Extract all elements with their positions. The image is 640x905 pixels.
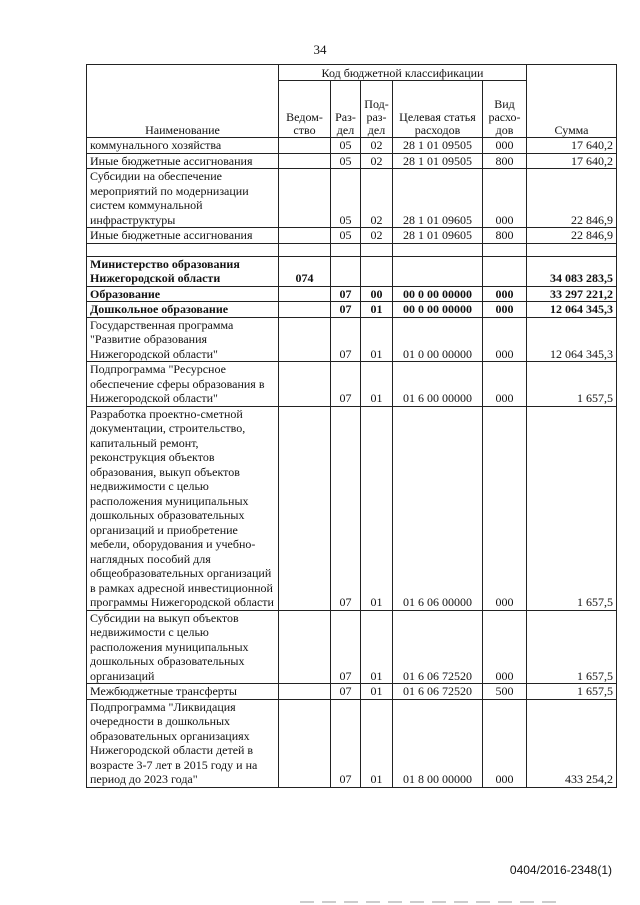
header-name: Наименование	[87, 65, 279, 138]
cell-subsection: 01	[361, 302, 393, 318]
table-row	[87, 138, 617, 154]
cell-sum: 17 640,2	[527, 138, 617, 154]
cell-target-article: 01 6 06 72520	[393, 684, 483, 700]
cell-expense-kind	[483, 243, 527, 256]
cell-subsection: 02	[361, 169, 393, 228]
cell-name: Дошкольное образование	[87, 302, 279, 318]
cell-target-article: 01 8 00 00000	[393, 699, 483, 787]
cell-sum: 1 657,5	[527, 362, 617, 407]
table-row	[87, 684, 617, 700]
cell-department	[279, 169, 331, 228]
table-row	[87, 610, 617, 684]
cell-subsection	[361, 243, 393, 256]
cell-expense-kind: 000	[483, 406, 527, 610]
cell-section: 05	[331, 138, 361, 154]
cell-sum: 1 657,5	[527, 684, 617, 700]
cell-target-article: 28 1 01 09605	[393, 228, 483, 244]
cell-expense-kind: 000	[483, 138, 527, 154]
cell-department: 074	[279, 256, 331, 286]
cell-subsection: 02	[361, 153, 393, 169]
cell-target-article: 28 1 01 09505	[393, 153, 483, 169]
cell-target-article: 01 0 00 00000	[393, 317, 483, 362]
cell-name: Образование	[87, 286, 279, 302]
cell-section: 07	[331, 317, 361, 362]
cell-section: 05	[331, 169, 361, 228]
cell-target-article: 28 1 01 09605	[393, 169, 483, 228]
cell-sum: 12 064 345,3	[527, 317, 617, 362]
cell-department	[279, 138, 331, 154]
table-header	[87, 65, 617, 138]
cell-sum	[527, 243, 617, 256]
cell-target-article: 01 6 06 72520	[393, 610, 483, 684]
cell-target-article	[393, 243, 483, 256]
header-department: Ведом-ство	[279, 81, 331, 138]
cell-expense-kind: 800	[483, 228, 527, 244]
cell-expense-kind: 800	[483, 153, 527, 169]
cell-subsection: 01	[361, 362, 393, 407]
table-row	[87, 317, 617, 362]
cell-sum: 1 657,5	[527, 610, 617, 684]
table-row	[87, 153, 617, 169]
header-sum: Сумма	[527, 65, 617, 138]
cell-target-article: 01 6 00 00000	[393, 362, 483, 407]
cell-target-article: 00 0 00 00000	[393, 286, 483, 302]
cell-target-article: 00 0 00 00000	[393, 302, 483, 318]
cell-section: 07	[331, 684, 361, 700]
cell-expense-kind: 000	[483, 699, 527, 787]
cell-expense-kind: 000	[483, 302, 527, 318]
cell-expense-kind: 000	[483, 362, 527, 407]
cell-section: 07	[331, 610, 361, 684]
cell-department	[279, 243, 331, 256]
table-row	[87, 256, 617, 286]
cell-department	[279, 699, 331, 787]
cell-department	[279, 153, 331, 169]
cell-department	[279, 228, 331, 244]
cell-section	[331, 243, 361, 256]
cell-subsection: 02	[361, 138, 393, 154]
cell-name: Разработка проектно-сметной документации, строительство, капитальный ремонт, реконструкция объектов образования, выкуп объектов недвижимости с целью расположения муниципальных дошкольных образовательных организаций и приобретение мебели, оборудования и учебно-наглядных пособий для общеобразовательных организаций в рамках адресной инвестиционной программы Нижегородской области	[87, 406, 279, 610]
cell-section: 07	[331, 302, 361, 318]
cell-subsection: 00	[361, 286, 393, 302]
cell-sum: 34 083 283,5	[527, 256, 617, 286]
table-row	[87, 699, 617, 787]
cell-expense-kind	[483, 256, 527, 286]
cell-subsection: 02	[361, 228, 393, 244]
cell-subsection: 01	[361, 699, 393, 787]
cell-section: 07	[331, 362, 361, 407]
cell-subsection	[361, 256, 393, 286]
cell-name: коммунального хозяйства	[87, 138, 279, 154]
table-row	[87, 169, 617, 228]
cell-expense-kind: 000	[483, 169, 527, 228]
cell-name: Иные бюджетные ассигнования	[87, 228, 279, 244]
cell-sum: 12 064 345,3	[527, 302, 617, 318]
cell-expense-kind: 000	[483, 286, 527, 302]
cell-name	[87, 243, 279, 256]
header-target-article: Целевая статья расходов	[393, 81, 483, 138]
document-code: 0404/2016-2348(1)	[509, 863, 612, 877]
budget-table	[86, 64, 617, 788]
cell-department	[279, 684, 331, 700]
cell-department	[279, 317, 331, 362]
cell-subsection: 01	[361, 317, 393, 362]
cell-sum: 22 846,9	[527, 169, 617, 228]
cell-section: 05	[331, 228, 361, 244]
cell-name: Субсидии на выкуп объектов недвижимости с целью расположения муниципальных дошкольных образовательных организаций	[87, 610, 279, 684]
cell-sum: 17 640,2	[527, 153, 617, 169]
header-expense-kind: Вид расхо-дов	[483, 81, 527, 138]
table-row	[87, 243, 617, 256]
cell-target-article: 01 6 06 00000	[393, 406, 483, 610]
table-row	[87, 406, 617, 610]
cell-name: Подпрограмма "Ликвидация очередности в дошкольных образовательных организациях Нижегородской области детей в возрасте 3-7 лет в 2015 году и на период до 2023 года"	[87, 699, 279, 787]
cell-name: Иные бюджетные ассигнования	[87, 153, 279, 169]
cell-department	[279, 286, 331, 302]
cell-sum: 1 657,5	[527, 406, 617, 610]
cell-expense-kind: 000	[483, 610, 527, 684]
cell-subsection: 01	[361, 406, 393, 610]
table-row	[87, 286, 617, 302]
cell-name: Межбюджетные трансферты	[87, 684, 279, 700]
cell-department	[279, 302, 331, 318]
cell-expense-kind: 500	[483, 684, 527, 700]
cell-department	[279, 610, 331, 684]
cell-sum: 22 846,9	[527, 228, 617, 244]
header-classification-group: Код бюджетной классификации	[279, 65, 527, 81]
cell-name: Государственная программа "Развитие образования Нижегородской области"	[87, 317, 279, 362]
cell-section: 07	[331, 286, 361, 302]
cell-name: Субсидии на обеспечение мероприятий по модернизации систем коммунальной инфраструктуры	[87, 169, 279, 228]
table-row	[87, 302, 617, 318]
cell-sum: 433 254,2	[527, 699, 617, 787]
cell-section: 07	[331, 406, 361, 610]
page-number: 34	[313, 42, 327, 57]
cell-target-article: 28 1 01 09505	[393, 138, 483, 154]
cell-subsection: 01	[361, 684, 393, 700]
cell-expense-kind: 000	[483, 317, 527, 362]
cell-name: Министерство образования Нижегородской области	[87, 256, 279, 286]
cell-section: 07	[331, 699, 361, 787]
cell-name: Подпрограмма "Ресурсное обеспечение сферы образования в Нижегородской области"	[87, 362, 279, 407]
cell-sum: 33 297 221,2	[527, 286, 617, 302]
cell-department	[279, 362, 331, 407]
header-section: Раз-дел	[331, 81, 361, 138]
header-subsection: Под-раз-дел	[361, 81, 393, 138]
cell-section: 05	[331, 153, 361, 169]
table-row	[87, 228, 617, 244]
cell-target-article	[393, 256, 483, 286]
table-body	[87, 138, 617, 788]
table-row	[87, 362, 617, 407]
cell-section	[331, 256, 361, 286]
cell-department	[279, 406, 331, 610]
cell-subsection: 01	[361, 610, 393, 684]
scan-edge-artifact	[300, 901, 560, 903]
